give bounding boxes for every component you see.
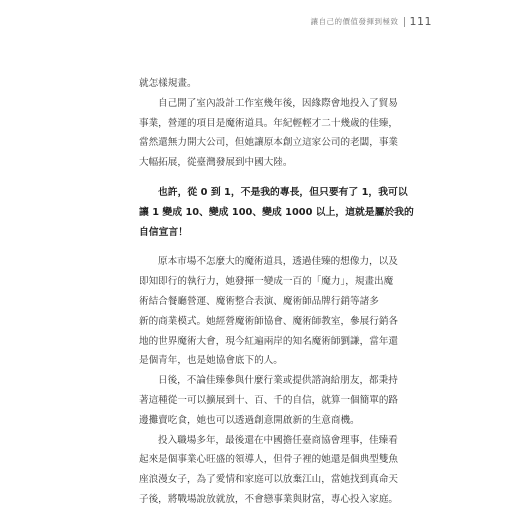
paragraph-gap	[139, 173, 395, 183]
text-line: 日後，不論佳臻參與什麼行業或提供諮詢給朋友，都秉持	[158, 375, 398, 387]
text-line: 是個青年，也是她協會底下的人。	[139, 355, 283, 367]
text-line: 自信宣言！	[139, 226, 188, 238]
text-line: 即知即行的執行力，她發揮一變成一百的「魔力」，規畫出魔	[139, 276, 394, 288]
text-line: 就怎樣規畫。	[139, 78, 197, 89]
text-line: 起來是個事業心旺盛的領導人，但骨子裡的她還是個典型雙魚	[139, 454, 399, 466]
text-line: 新的商業模式。她經營魔術師協會、魔術師教室，參展行銷各	[139, 315, 399, 327]
running-header	[311, 15, 433, 28]
text-line: 術結合餐廳營運、魔術整合表演、魔術師品牌行銷等諸多	[139, 295, 379, 307]
paragraph	[139, 94, 399, 173]
paragraph	[139, 252, 399, 371]
text-line: 自己開了室內設計工作室幾年後，因緣際會地投入了貿易	[158, 97, 398, 109]
paragraph-gap	[139, 242, 395, 252]
text-line: 投入職場多年，最後還在中國擔任臺商協會理事，佳臻看	[158, 434, 398, 446]
text-line: 當然還無力開大公司，但她讓原本創立這家公司的老闆，事業	[139, 137, 399, 149]
text-line: 大幅拓展，從臺灣發展到中國大陸。	[139, 157, 293, 169]
paragraph	[139, 431, 399, 510]
text-line: 地的世界魔術大會，現今紅遍兩岸的知名魔術師劉謙，當年還	[139, 335, 399, 347]
emphasized-paragraph	[139, 183, 414, 242]
text-line: 座浪漫女子，為了愛情和家庭可以放棄江山，當她找到真命天	[139, 474, 399, 486]
text-line: 著這種從一可以擴展到十、百、千的自信，就算一個簡單的路	[139, 394, 399, 406]
chapter-title: 讓自己的價值發揮到極致	[310, 17, 399, 26]
text-line: 事業，營運的項目是魔術道具。年紀輕輕才二十幾歲的佳臻，	[139, 117, 399, 129]
header-divider	[404, 17, 405, 27]
page-body-text	[139, 74, 414, 510]
paragraph	[139, 74, 395, 94]
paragraph	[139, 371, 399, 430]
page-number: 111	[409, 15, 432, 28]
text-line: 讓 1 變成 10、變成 100、變成 1000 以上，這就是屬於我的	[139, 206, 414, 218]
text-line: 邊攤賣吃食，她也可以透過創意開啟新的生意商機。	[139, 414, 360, 426]
text-line: 原本市場不怎麼大的魔術道具，透過佳臻的想像力，以及	[158, 256, 398, 268]
text-line: 子後，將戰場說放就放，不會戀事業與財富，專心投入家庭。	[139, 493, 399, 505]
text-line: 也許，從 0 到 1，不是我的專長，但只要有了 1，我可以	[158, 186, 408, 198]
